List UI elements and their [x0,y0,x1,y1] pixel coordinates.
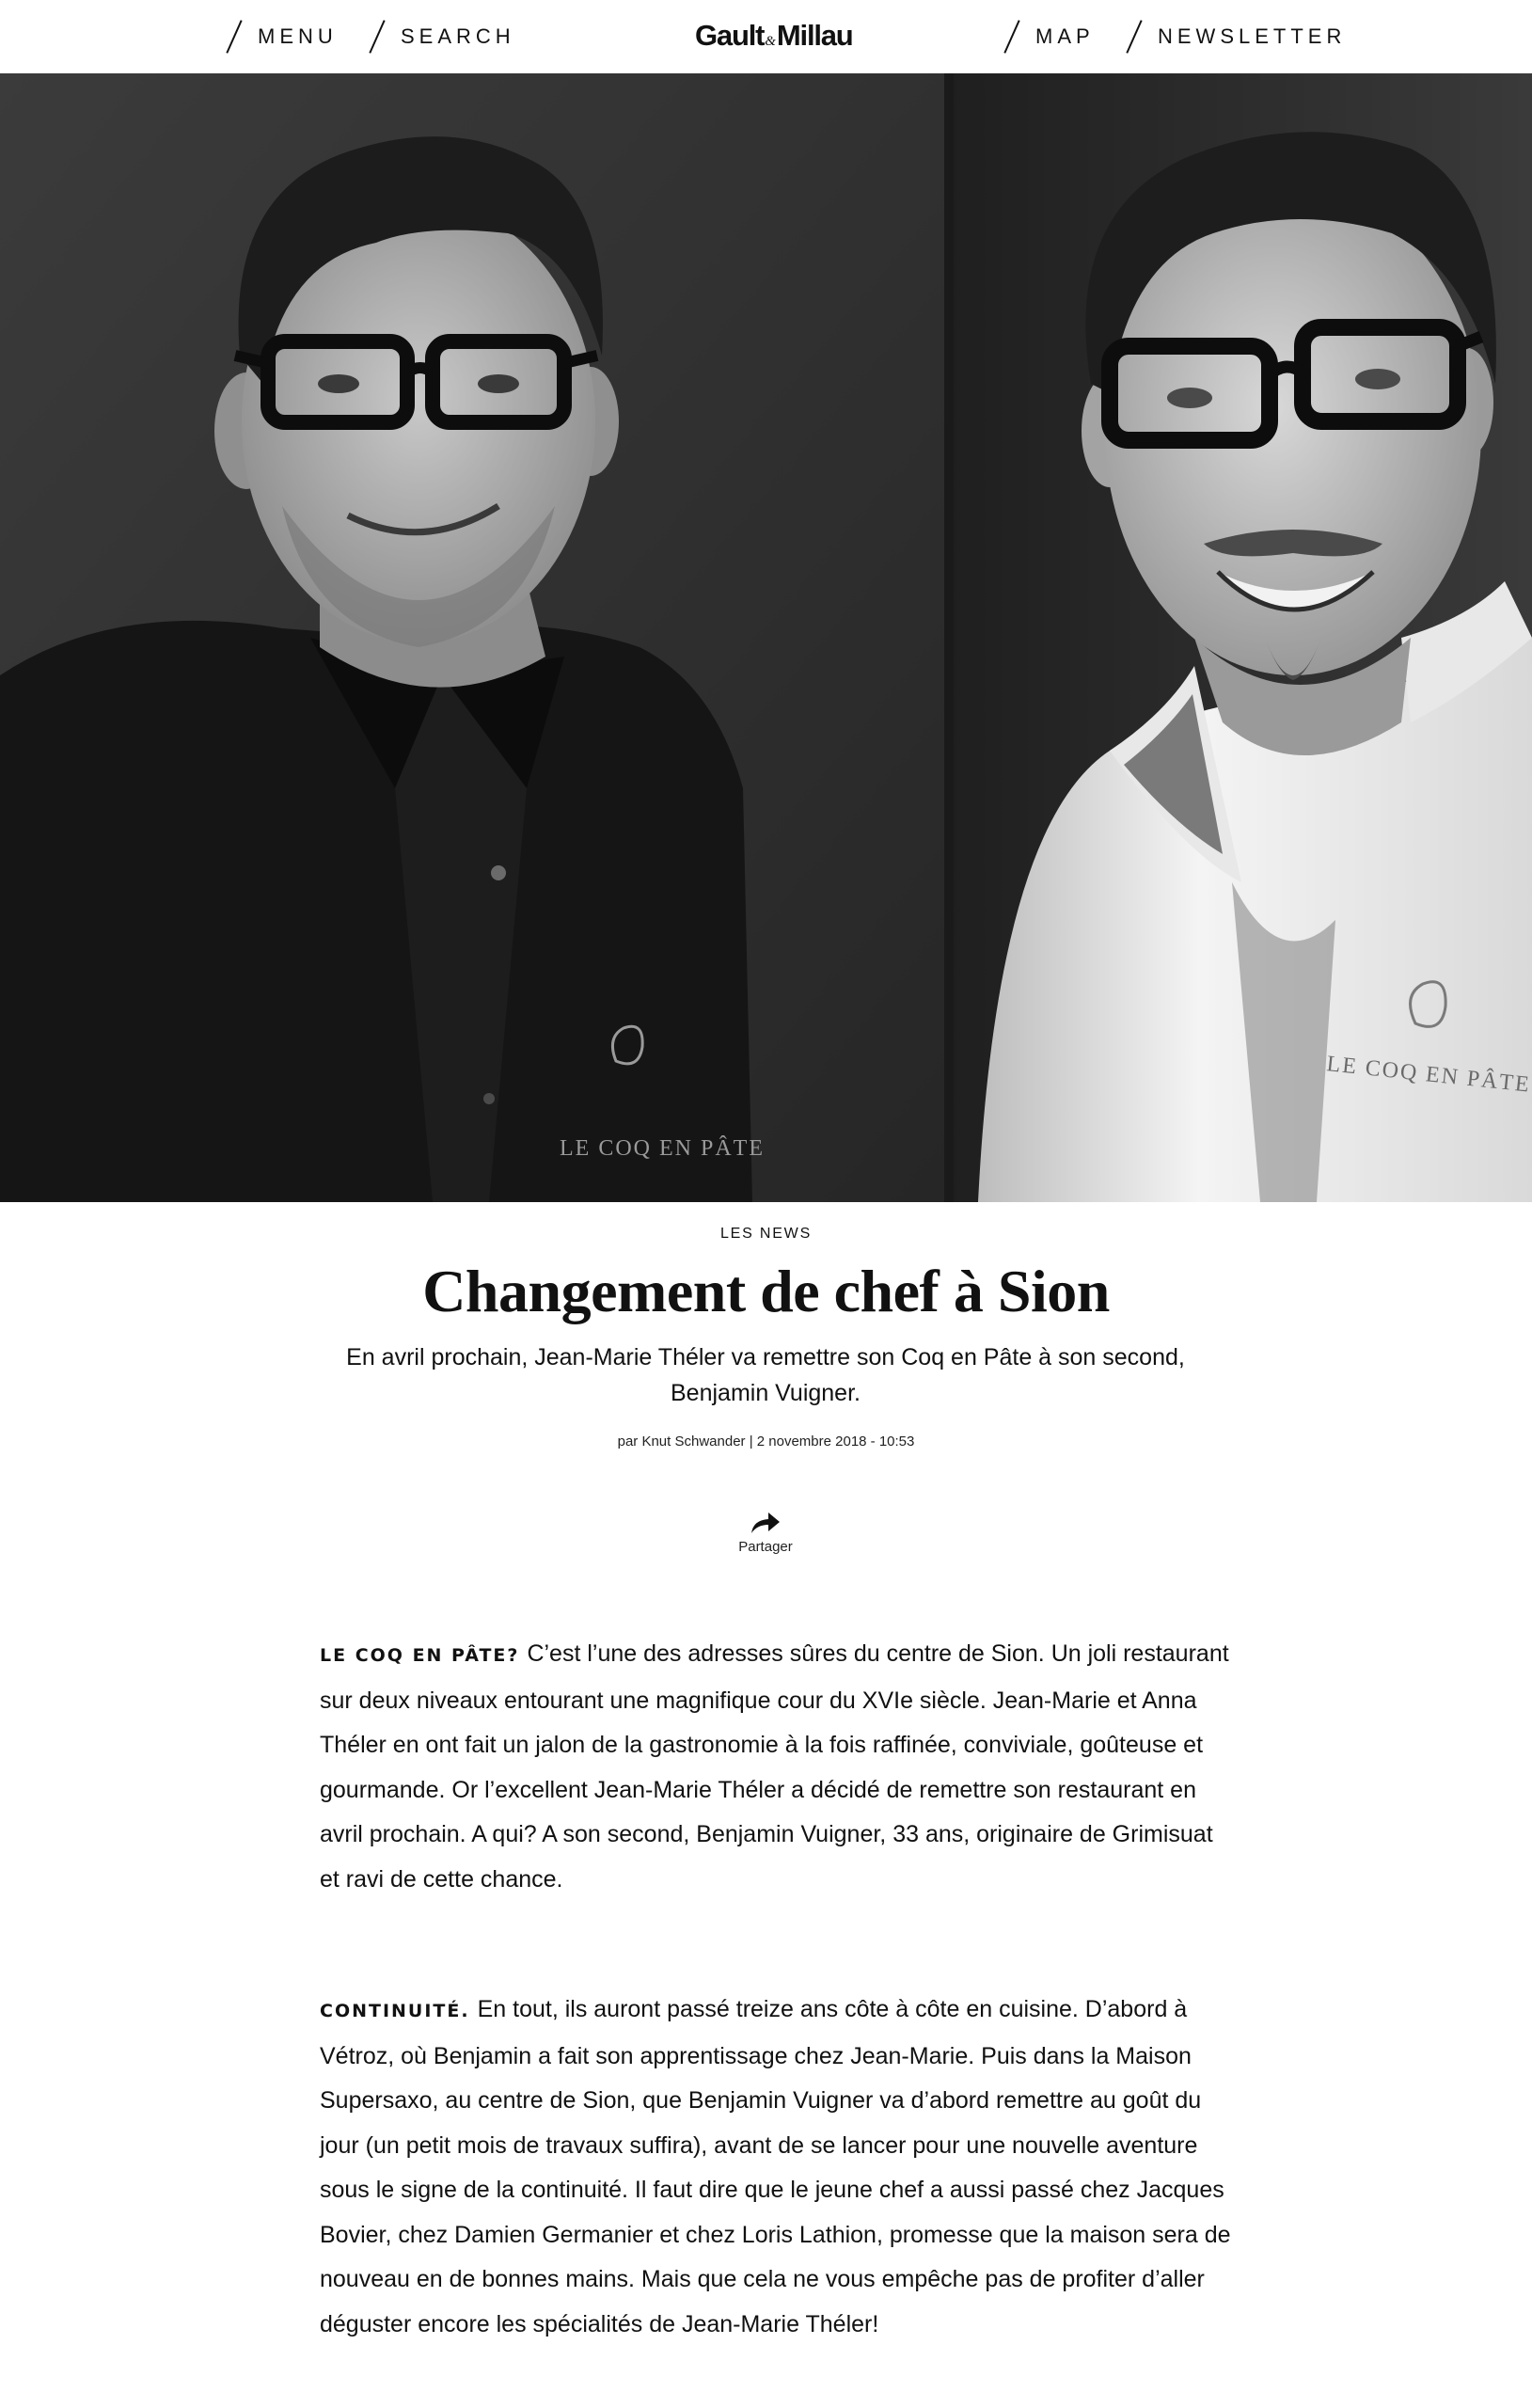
logo-part-millau: Millau [776,19,853,52]
slash-divider-icon [226,20,242,54]
nav-newsletter-link[interactable] [1133,21,1346,53]
article-title: Changement de chef à Sion [422,1258,1110,1324]
share-button[interactable] [719,1511,813,1563]
slash-divider-icon [1126,20,1142,54]
chefs-portrait-illustration [0,73,1532,1202]
nav-menu-link[interactable] [233,21,338,53]
nav-newsletter-label: NEWSLETTER [1158,24,1347,48]
site-logo[interactable] [695,19,853,56]
shirt-logo-text-right: LE COQ EN PÂTE [1325,1052,1532,1098]
share-label: Partager [738,1539,793,1555]
article-paragraph [320,1632,1232,1902]
slash-divider-icon [1003,20,1019,54]
paragraph-text: En tout, ils auront passé treize ans côte à côte en cuisine. D’abord à Vétroz, où Benjamin a fait son apprentissage chez Jean-Marie. Puis dans la Maison Supersaxo, au centre de Sion, que Benjamin Vuigner va d’abord remettre au goût du jour (un petit mois de travaux suffira), avant de se lancer pour une nouvelle aventure sous le signe de la continuité. Il faut dire que le jeune chef a aussi passé chez Jacques Bovier, chez Damien Germanier et chez Loris Lathion, promesse que la maison sera de nouveau en de bonnes mains. Mais que cela ne vous empêche pas de profiter d’aller déguster encore les spécialités de Jean-Marie Théler! [320,1996,1231,2337]
article-paragraph [320,1988,1232,2347]
shirt-logo-text-left: LE COQ EN PÂTE [560,1136,765,1161]
nav-menu-label: MENU [258,24,338,48]
site-header [0,0,1532,73]
paragraph-lead-in: LE COQ EN PÂTE? [320,1645,520,1666]
article-lead: En avril prochain, Jean-Marie Théler va remettre son Coq en Pâte à son second, Benjamin Vuigner. [346,1344,1185,1406]
nav-search-label: SEARCH [401,24,515,48]
share-arrow-icon [750,1511,782,1535]
article-category[interactable]: LES NEWS [719,1226,813,1242]
hero-photo [0,73,1532,1202]
nav-map-link[interactable] [1011,21,1095,53]
slash-divider-icon [369,20,385,54]
article-byline: par Knut Schwander | 2 novembre 2018 - 10:53 [617,1434,915,1450]
paragraph-text: C’est l’une des adresses sûres du centre de Sion. Un joli restaurant sur deux niveaux entourant une magnifique cour du XVIe siècle. Jean-Marie et Anna Théler en ont fait un jalon de la gastronomie à la fois raffinée, conviviale, goûteuse et gourmande. Or l’excellent Jean-Marie Théler a décidé de remettre son restaurant en avril prochain. A qui? A son second, Benjamin Vuigner, 33 ans, originaire de Grimisuat et ravi de cette chance. [320,1640,1229,1893]
logo-part-gault: Gault [695,19,765,52]
paragraph-lead-in: CONTINUITÉ. [320,2001,470,2021]
nav-search-link[interactable] [376,21,515,53]
nav-map-label: MAP [1035,24,1095,48]
logo-ampersand: & [765,34,776,49]
